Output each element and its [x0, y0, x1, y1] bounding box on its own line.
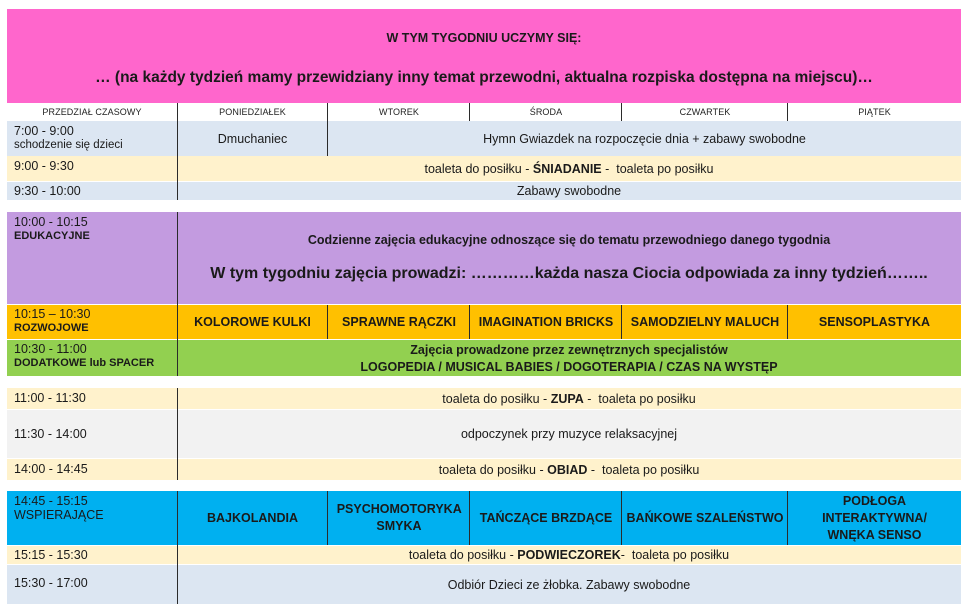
row-breakfast: [7, 156, 961, 181]
meal-cell: [177, 546, 961, 564]
divider-tuesday: [469, 103, 470, 121]
activity-text: Odbiór Dzieci ze żłobka. Zabawy swobodne: [447, 577, 691, 592]
header-monday: PONIEDZIAŁEK: [219, 106, 286, 117]
divider-wednesday: [621, 305, 622, 339]
divider-time-column: [177, 103, 178, 200]
meal-pre: toaleta do posiłku -: [408, 548, 518, 562]
time-label: 10:00 - 10:15: [14, 215, 88, 229]
tuesday-activity: PSYCHOMOTORYKA SMYKA: [336, 502, 462, 533]
divider-thursday: [787, 305, 788, 339]
monday-activity: BAJKOLANDIA: [207, 511, 298, 525]
week-activity: Hymn Gwiazdek na rozpoczęcie dnia + zabawy swobodne: [483, 131, 806, 146]
meal-cell: [177, 388, 961, 409]
header-tuesday: WTOREK: [379, 106, 419, 117]
meal-post: - toaleta po posiłku: [601, 161, 714, 176]
time-cell: [7, 342, 177, 370]
row-educational: [7, 212, 961, 304]
time-cell: [7, 307, 177, 335]
divider-time-column: [177, 491, 178, 604]
meal-post: - toaleta po posiłku: [583, 391, 696, 406]
time-label: 15:15 - 15:30: [14, 548, 88, 562]
divider-monday: [327, 103, 328, 156]
time-cell: [7, 124, 177, 152]
banner: [7, 9, 961, 103]
divider-monday: [327, 491, 328, 545]
row-free-play: [7, 182, 961, 200]
time-label: 7:00 - 9:00: [14, 124, 74, 138]
time-label: 11:00 - 11:30: [14, 391, 86, 405]
monday-activity: KOLOROWE KULKI: [194, 315, 311, 329]
monday-activity: Dmuchaniec: [217, 131, 288, 146]
category-label: DODATKOWE lub SPACER: [14, 357, 155, 369]
divider-time-column: [177, 388, 178, 480]
header-friday: PIĄTEK: [858, 106, 891, 117]
category-label: WSPIERAJĄCE: [14, 508, 104, 522]
time-label: 9:30 - 10:00: [14, 184, 81, 198]
meal-name: PODWIECZOREK: [517, 548, 621, 562]
time-label: 9:00 - 9:30: [14, 159, 74, 173]
header-thursday: CZWARTEK: [679, 106, 731, 117]
time-label: 11:30 - 14:00: [14, 427, 87, 441]
row-lunch: [7, 459, 961, 480]
time-label: 14:45 - 15:15: [14, 494, 88, 508]
meal-cell: [177, 459, 961, 480]
time-sub-label: schodzenie się dzieci: [14, 139, 123, 151]
banner-title: W TYM TYGODNIU UCZYMY SIĘ:: [386, 31, 582, 45]
row-rest: [7, 410, 961, 458]
row-additional: [7, 340, 961, 376]
time-label: 15:30 - 17:00: [14, 576, 88, 590]
time-cell: [7, 494, 177, 522]
divider-tuesday: [469, 491, 470, 545]
column-header-row: [7, 103, 961, 120]
meal-name: OBIAD: [547, 462, 588, 477]
divider-time-column: [177, 212, 178, 376]
row-soup: [7, 388, 961, 409]
thursday-activity: SAMODZIELNY MALUCH: [630, 315, 780, 329]
header-wednesday: ŚRODA: [529, 106, 563, 117]
meal-pre: toaleta do posiłku -: [424, 161, 533, 176]
educational-description: Codzienne zajęcia edukacyjne odnoszące się do tematu przewodniego danego tygodnia: [307, 233, 831, 247]
category-label: ROZWOJOWE: [14, 322, 89, 334]
time-label: 10:30 - 11:00: [14, 342, 87, 356]
educational-teacher: W tym tygodniu zajęcia prowadzi: …………każda nasza Ciocia odpowiada za inny tydzień……..: [210, 265, 928, 282]
category-label: EDUKACYJNE: [14, 230, 90, 242]
specialists-description: Zajęcia prowadzone przez zewnętrznych specjalistów: [410, 343, 728, 357]
specialists-list: LOGOPEDIA / MUSICAL BABIES / DOGOTERAPIA / CZAS NA WYSTĘP: [360, 360, 778, 374]
row-developmental: [7, 305, 961, 339]
activity-text: odpoczynek przy muzyce relaksacyjnej: [460, 427, 678, 441]
divider-monday: [327, 305, 328, 339]
divider-thursday: [787, 103, 788, 121]
time-cell: [7, 215, 177, 243]
row-supportive: [7, 491, 961, 545]
divider-thursday: [787, 491, 788, 545]
time-label: 10:15 – 10:30: [14, 307, 91, 321]
divider-wednesday: [621, 491, 622, 545]
wednesday-activity: IMAGINATION BRICKS: [478, 315, 614, 329]
friday-activity: PODŁOGA INTERAKTYWNA/ WNĘKA SENSO: [822, 493, 927, 542]
meal-post: - toaleta po posiłku: [587, 462, 700, 477]
header-time-range: PRZEDZIAŁ CZASOWY: [42, 106, 142, 117]
meal-name: ŚNIADANIE: [532, 161, 602, 176]
row-pickup: [7, 565, 961, 604]
banner-subtitle: … (na każdy tydzień mamy przewidziany inny temat przewodni, aktualna rozpiska dostępna na miejscu)…: [95, 69, 873, 86]
meal-cell: [177, 156, 961, 181]
friday-activity: SENSOPLASTYKA: [818, 315, 931, 329]
tuesday-activity: SPRAWNE RĄCZKI: [342, 315, 456, 329]
divider-tuesday: [469, 305, 470, 339]
divider-wednesday: [621, 103, 622, 121]
row-afternoon-snack: [7, 546, 961, 564]
meal-name: ZUPA: [550, 391, 584, 406]
time-label: 14:00 - 14:45: [14, 462, 88, 476]
activity-text: Zabawy swobodne: [516, 184, 622, 198]
row-arrival: [7, 121, 961, 156]
meal-pre: toaleta do posiłku -: [438, 462, 548, 477]
thursday-activity: BAŃKOWE SZALEŃSTWO: [626, 511, 784, 525]
meal-pre: toaleta do posiłku -: [442, 391, 551, 406]
meal-post: - toaleta po posiłku: [620, 548, 730, 562]
wednesday-activity: TAŃCZĄCE BRZDĄCE: [479, 511, 613, 525]
